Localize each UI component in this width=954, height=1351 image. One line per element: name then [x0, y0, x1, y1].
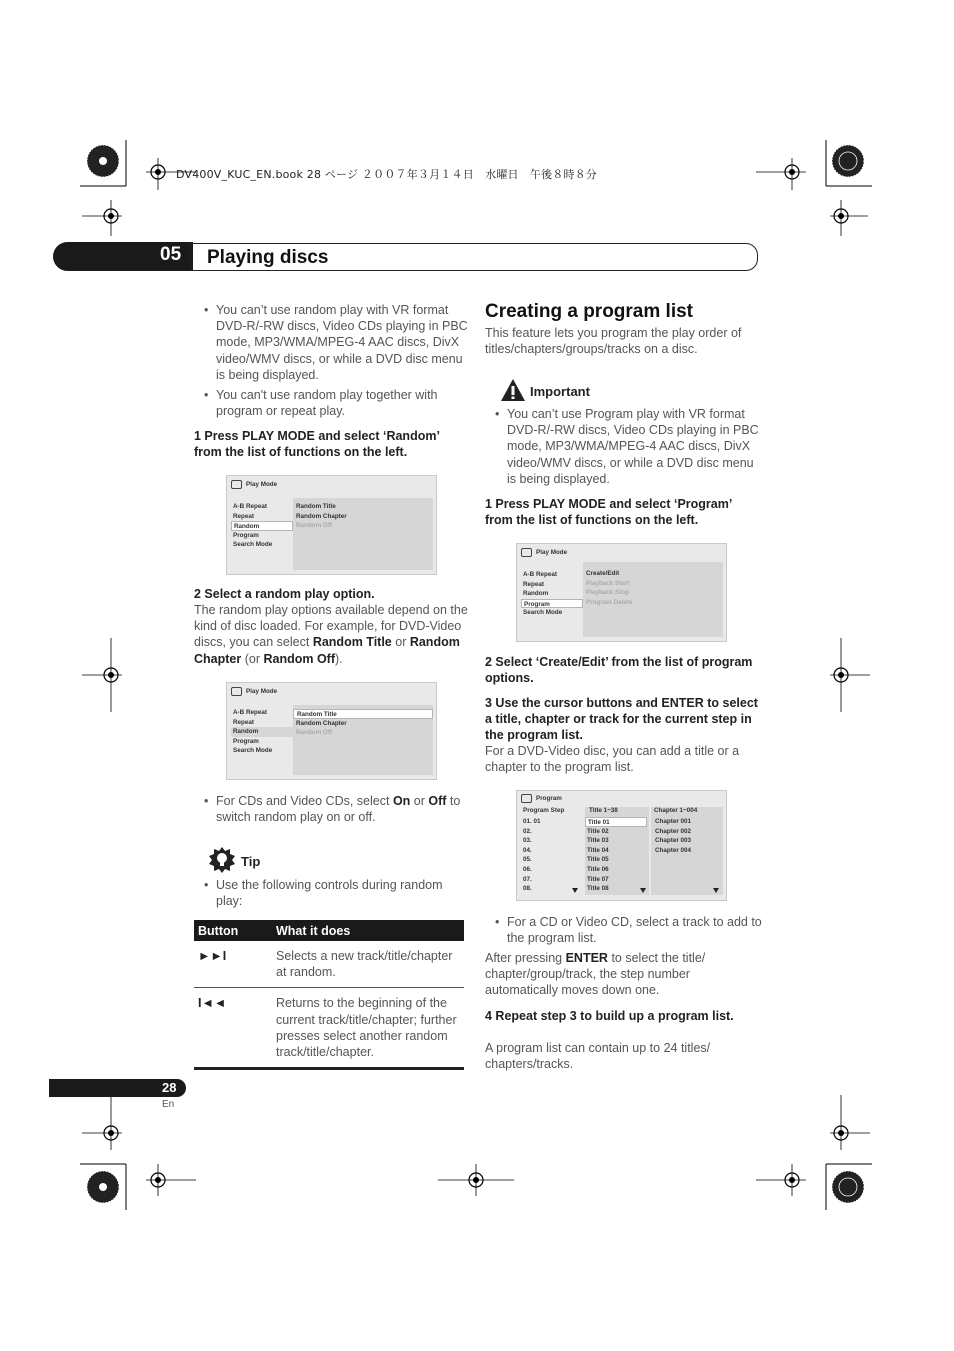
step-2-description: The random play options available depend on the kind of disc loaded. For example, for DVD-Video discs, you can select Random Title or Random Chapter (or Random Off).: [194, 603, 468, 666]
tip-body: [194, 877, 469, 913]
osd-option: Random Off: [296, 729, 333, 737]
osd-screen-random-2: [226, 682, 437, 780]
title-item: Title 08: [587, 885, 609, 893]
chapter-number: 05: [160, 244, 182, 265]
crosshair-icon: [756, 1164, 806, 1196]
table-header-description: What it does: [272, 920, 464, 941]
osd-menu-item: Program: [233, 737, 259, 745]
cd-program-note: [485, 914, 763, 950]
registration-sunburst-icon: [832, 1171, 864, 1203]
osd-option-selected: Random Title: [293, 709, 433, 719]
registration-sunburst-icon: [87, 1171, 119, 1203]
title-item: Title 02: [587, 827, 609, 835]
osd-menu-item-active: Random: [231, 727, 293, 737]
registration-sunburst-icon: [832, 145, 864, 177]
title-item: Title 07: [587, 875, 609, 883]
chapter-item: Chapter 003: [655, 837, 692, 845]
osd-menu-item: A-B Repeat: [523, 571, 557, 578]
osd-menu-item: A-B Repeat: [233, 709, 267, 716]
osd-option: Program Delete: [586, 598, 633, 606]
crosshair-icon: [146, 1164, 196, 1196]
osd-column-header: Chapter 1~004: [654, 807, 698, 814]
important-title: Important: [530, 384, 590, 399]
osd-option: Random Title: [296, 503, 336, 510]
osd-menu-item: Search Mode: [523, 609, 563, 617]
program-step: 05.: [523, 856, 532, 864]
step-3-program: 3 Use the cursor buttons and ENTER to select a title, chapter or track for the current step in the program list.: [485, 696, 758, 743]
next-button-symbol: ►►I: [194, 941, 272, 988]
list-item: • You can't use random play together with program or repeat play.: [194, 387, 469, 419]
program-step: 01. 01: [523, 818, 541, 825]
section-heading: Creating a program list: [485, 301, 693, 322]
osd-menu-item: Random: [523, 590, 549, 598]
crosshair-icon: [146, 158, 196, 190]
osd-title: Play Mode: [246, 481, 278, 488]
registration-sunburst-icon: [87, 145, 119, 177]
section-intro: This feature lets you program the play order of titles/chapters/groups/tracks on a disc.: [485, 326, 742, 357]
crosshair-icon: [830, 1095, 870, 1150]
table-header-button: Button: [194, 920, 272, 941]
controls-table: [194, 920, 464, 1070]
osd-screen-program-menu: [516, 543, 727, 642]
osd-menu-item: Program: [233, 531, 259, 539]
step-1-program: 1 Press PLAY MODE and select ‘Program’ from the list of functions on the left.: [485, 497, 732, 528]
osd-option: Playback Start: [586, 579, 630, 587]
osd-menu-item: Search Mode: [233, 541, 273, 549]
osd-menu-item: Search Mode: [233, 747, 273, 755]
language-label: En: [162, 1099, 175, 1110]
step-2-random: 2 Select a random play option.: [194, 587, 375, 601]
title-item: Title 06: [587, 865, 609, 873]
osd-menu-item: Repeat: [233, 718, 254, 726]
disc-icon: [521, 548, 532, 557]
program-step: 08.: [523, 885, 532, 893]
chapter-item: Chapter 002: [655, 827, 692, 835]
list-item: • For a CD or Video CD, select a track to add to the program list.: [485, 914, 763, 946]
crosshair-icon: [82, 200, 122, 236]
program-step: 02.: [523, 827, 532, 835]
step-2-program: 2 Select ‘Create/Edit’ from the list of program options.: [485, 655, 753, 686]
osd-title: Play Mode: [536, 549, 568, 556]
osd-menu-item-selected: Random: [231, 521, 293, 531]
osd-option: Create/Edit: [586, 570, 620, 577]
scroll-down-arrow-icon: [639, 887, 647, 894]
title-item: Title 03: [587, 837, 609, 845]
page-number: 28: [162, 1080, 177, 1095]
list-item: • For CDs and Video CDs, select On or Off to switch random play on or off.: [194, 793, 469, 825]
step-3-description: For a DVD-Video disc, you can add a title or a chapter to the program list.: [485, 744, 740, 775]
crosshair-icon: [756, 158, 806, 190]
table-cell: Returns to the beginning of the current track/title/chapter; further presses select another random track/title/chapter.: [272, 988, 464, 1069]
osd-screen-random-1: [226, 475, 437, 575]
title-item: Title 04: [587, 846, 609, 854]
scroll-down-arrow-icon: [712, 887, 720, 894]
title-item: Title 05: [587, 856, 609, 864]
disc-icon: [231, 687, 242, 696]
previous-button-symbol: I◄◄: [194, 988, 272, 1069]
disc-icon: [231, 480, 242, 489]
crosshair-icon: [438, 1164, 514, 1196]
step-4-description: A program list can contain up to 24 titles/ chapters/tracks.: [485, 1041, 711, 1072]
osd-option: Random Chapter: [296, 512, 347, 520]
scroll-down-arrow-icon: [571, 887, 579, 894]
tip-lightbulb-icon: [208, 846, 236, 874]
crosshair-icon: [82, 1095, 122, 1150]
title-item-selected: Title 01: [585, 817, 647, 827]
list-item: • You can’t use random play with VR format DVD-R/-RW discs, Video CDs playing in PBC mode, MP3/WMA/MPEG-4 AAC discs, DivX video/WMV discs, or while a DVD disc menu is being displayed.: [194, 302, 469, 383]
warning-icon: [500, 378, 526, 402]
crosshair-icon: [830, 200, 868, 236]
osd-title: Program: [536, 795, 562, 802]
table-header-row: [194, 920, 464, 941]
osd-title: Play Mode: [246, 688, 278, 695]
osd-option: Random Chapter: [296, 719, 347, 727]
after-enter-text: After pressing ENTER to select the title/ chapter/group/track, the step number automatically moves down one.: [485, 951, 706, 998]
important-body: [485, 406, 763, 491]
step-1-random: 1 Press PLAY MODE and select ‘Random’ from the list of functions on the left.: [194, 429, 440, 460]
left-bullets-1: [194, 302, 469, 423]
step-4-program: 4 Repeat step 3 to build up a program list.: [485, 1009, 734, 1023]
list-item: • You can’t use Program play with VR format DVD-R/-RW discs, Video CDs playing in PBC mode, MP3/WMA/MPEG-4 AAC discs, DivX video/WMV discs, or while a DVD disc menu is being displayed.: [485, 406, 763, 487]
table-row: [194, 988, 464, 1069]
program-step: 04.: [523, 846, 532, 854]
list-item: • Use the following controls during random play:: [194, 877, 469, 909]
osd-column-header: Program Step: [523, 807, 565, 814]
program-step: 06.: [523, 865, 532, 873]
crosshair-icon: [830, 638, 870, 712]
disc-icon: [521, 794, 532, 803]
chapter-title: Playing discs: [207, 247, 329, 268]
osd-menu-item: Repeat: [233, 512, 254, 520]
program-step: 07.: [523, 875, 532, 883]
osd-column-header: Title 1~38: [589, 807, 618, 814]
table-row: [194, 941, 464, 988]
osd-option: Playback Stop: [586, 589, 630, 597]
osd-menu-item-selected: Program: [521, 599, 583, 609]
osd-menu-item: Repeat: [523, 580, 544, 588]
osd-screen-program-list: [516, 790, 727, 901]
program-step: 03.: [523, 837, 532, 845]
osd-option: Random Off: [296, 522, 333, 530]
cd-random-note: [194, 793, 469, 829]
crosshair-icon: [82, 638, 122, 712]
chapter-item: Chapter 001: [655, 818, 692, 825]
table-cell: Selects a new track/title/chapter at random.: [272, 941, 464, 988]
tip-title: Tip: [241, 854, 261, 869]
osd-menu-item: A-B Repeat: [233, 503, 267, 510]
chapter-item: Chapter 004: [655, 846, 692, 854]
printer-slug: DV400V_KUC_EN.book 28 ページ ２００７年３月１４日 水曜日 午後８時８分: [176, 168, 598, 181]
